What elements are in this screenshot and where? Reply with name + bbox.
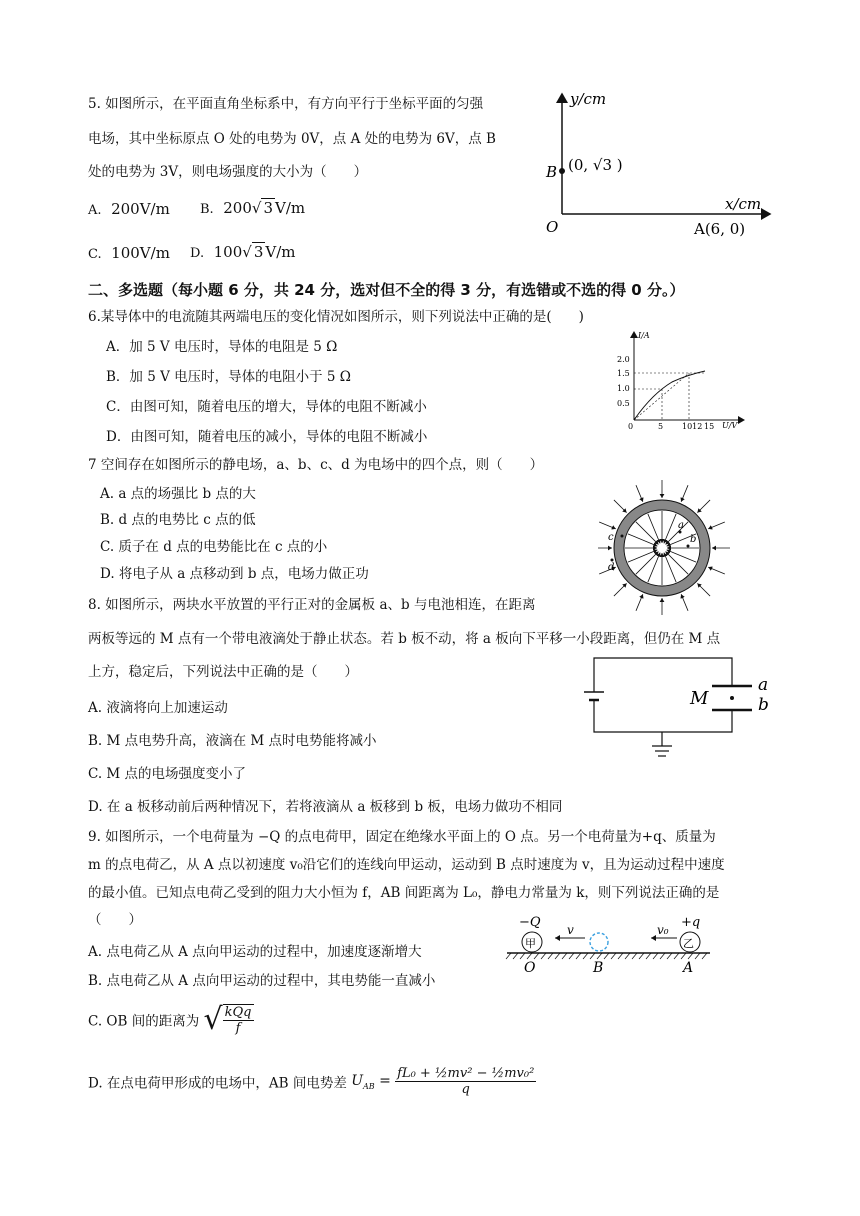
droplet-m	[730, 696, 734, 700]
ground-hatch	[513, 953, 518, 959]
q6-ytick: 1.0	[617, 384, 630, 393]
outer-field-line	[708, 522, 725, 529]
origin-label: O	[546, 218, 559, 236]
outer-field-line	[636, 485, 643, 502]
point-b-coord: (0, √3 )	[568, 156, 623, 174]
section-heading: 二、多选题（每小题 6 分，共 24 分，选对但不全的得 3 分，有选错或不选的得 0 分。）	[88, 281, 685, 299]
q5-line2: 电场，其中坐标原点 O 处的电势为 0V，点 A 处的电势为 6V，点 B	[88, 131, 496, 147]
q7-field-figure	[598, 470, 768, 615]
q5-option-b: B. 200√ 3 V/m	[200, 199, 306, 217]
q6-option-d: D．由图可知，随着电压的减小，导体的电阻不断减小	[106, 429, 428, 445]
q6-xtick: 0	[628, 422, 634, 431]
q7-option-a: A. a 点的场强比 b 点的大	[100, 486, 256, 502]
outer-field-line	[614, 500, 627, 513]
q6-curve	[634, 371, 705, 420]
outer-field-line	[681, 485, 688, 502]
q8-option-d: D. 在 a 板移动前后两种情况下，若将液滴从 a 板移到 b 板，电场力做功不相同	[88, 799, 563, 815]
ground-hatch	[660, 953, 665, 959]
ground-hatch	[632, 953, 637, 959]
ground-hatch	[625, 953, 630, 959]
ground-hatch	[548, 953, 553, 959]
ground-hatch	[653, 953, 658, 959]
label-m: M	[690, 688, 709, 709]
q5-option-a: A. 200V/m	[88, 200, 170, 218]
point-b	[559, 168, 565, 174]
ground-hatch	[681, 953, 686, 959]
ground-hatch	[534, 953, 539, 959]
outer-field-line	[599, 522, 616, 529]
label-a: A	[683, 960, 694, 976]
ground-hatch	[611, 953, 616, 959]
q7-stem: 7 空间存在如图所示的静电场，a、b、c、d 为电场中的四个点，则（ ）	[88, 457, 544, 473]
q6-iu-chart	[612, 326, 752, 434]
q7-point-c: c	[608, 532, 614, 543]
q6-ytick: 0.5	[617, 399, 630, 408]
q9-line1: 9. 如图所示，一个电荷量为 −Q 的点电荷甲，固定在绝缘水平面上的 O 点。另一个电荷量为+q、质量为	[88, 829, 716, 845]
ground-hatch	[590, 953, 595, 959]
ground-hatch	[569, 953, 574, 959]
label-b: b	[758, 695, 769, 715]
q9-option-b: B. 点电荷乙从 A 点向甲运动的过程中，其电势能一直减小	[88, 973, 436, 989]
q9-option-c: C. OB 间的距离为 √ $\frac{\text{kQq}}{f}$	[88, 1002, 252, 1037]
q6-ylabel: I/A	[638, 331, 650, 340]
x-axis-label: x/cm	[725, 195, 762, 213]
q5-coordinate-figure	[540, 84, 780, 240]
y-axis-label: y/cm	[570, 90, 607, 108]
label-pos-q: +q	[681, 915, 701, 930]
point-a-coord: A(6, 0)	[694, 220, 746, 238]
ground-hatch	[576, 953, 581, 959]
label-neg-q: −Q	[519, 915, 541, 930]
ground-hatch	[583, 953, 588, 959]
ground-hatch	[646, 953, 651, 959]
label-a: a	[758, 675, 769, 695]
q8-option-c: C. M 点的电场强度变小了	[88, 766, 247, 782]
q9-line3: 的最小值。已知点电荷乙受到的阻力大小恒为 f，AB 间距离为 L₀，静电力常量为 k，则下列说法正确的是	[88, 885, 720, 901]
label-b: B	[593, 960, 604, 976]
q7-point-b: b	[690, 534, 697, 545]
ground-hatch	[695, 953, 700, 959]
ground-hatch	[688, 953, 693, 959]
q5-line1: 5. 如图所示，在平面直角坐标系中，有方向平行于坐标平面的匀强	[88, 96, 484, 112]
q5-line3: 处的电势为 3V，则电场强度的大小为（ ）	[88, 164, 368, 180]
q8-line1: 8. 如图所示，两块水平放置的平行正对的金属板 a、b 与电池相连，在距离	[88, 597, 536, 613]
ground-hatch	[674, 953, 679, 959]
q7-option-c: C. 质子在 d 点的电势能比在 c 点的小	[100, 539, 328, 555]
q6-xtick: 15	[704, 422, 715, 431]
q9-option-a: A. 点电荷乙从 A 点向甲运动的过程中，加速度逐渐增大	[88, 944, 422, 960]
q6-xtick: 1012	[682, 422, 703, 431]
q7-option-b: B. d 点的电势比 c 点的低	[100, 512, 256, 528]
ground-hatch	[527, 953, 532, 959]
q6-option-a: A．加 5 V 电压时，导体的电阻是 5 Ω	[106, 339, 338, 355]
point-b-label: B	[546, 163, 558, 181]
q6-option-c: C．由图可知，随着电压的增大，导体的电阻不断减小	[106, 399, 427, 415]
q5-option-c: C. 100V/m	[88, 244, 170, 262]
q8-circuit-figure	[580, 652, 780, 770]
q6-ytick: 1.5	[617, 369, 630, 378]
outer-field-line	[697, 583, 710, 596]
ground-hatch	[520, 953, 525, 959]
position-b-ghost	[590, 933, 608, 951]
q9-line2: m 的点电荷乙，从 A 点以初速度 v₀沿它们的连线向甲运动，运动到 B 点时速度为 v，且为运动过程中速度	[88, 857, 725, 873]
charge-jia-label: 甲	[525, 937, 536, 950]
ground-hatch	[639, 953, 644, 959]
q8-option-a: A. 液滴将向上加速运动	[88, 700, 228, 716]
ground-hatch	[618, 953, 623, 959]
outer-field-line	[697, 500, 710, 513]
q9-line4: （ ）	[88, 912, 142, 928]
ground-hatch	[597, 953, 602, 959]
ground-hatch	[541, 953, 546, 959]
label-o: O	[524, 960, 536, 976]
charge-yi-label: 乙	[683, 937, 694, 950]
q7-point-a: a	[678, 520, 684, 531]
q6-stem: 6.某导体中的电流随其两端电压的变化情况如图所示，则下列说法中正确的是( )	[88, 309, 584, 325]
outer-field-line	[681, 594, 688, 611]
q8-line2: 两板等远的 M 点有一个带电液滴处于静止状态。若 b 板不动，将 a 板向下平移一小段距离，但仍在 M 点	[88, 631, 721, 647]
q8-line3: 上方，稳定后，下列说法中正确的是（ ）	[88, 664, 358, 680]
q6-ytick: 2.0	[617, 355, 630, 364]
q8-option-b: B. M 点电势升高，液滴在 M 点时电势能将减小	[88, 733, 377, 749]
q6-xlabel: U/V	[722, 421, 738, 430]
ground-hatch	[667, 953, 672, 959]
ground-hatch	[562, 953, 567, 959]
q7-option-d: D. 将电子从 a 点移动到 b 点，电场力做正功	[100, 566, 369, 582]
q9-charges-figure	[505, 912, 715, 978]
q9-option-d: D. 在点电荷甲形成的电场中，AB 间电势差 $U_{AB}$ = $\frac{\text{fL₀ + ½mv² − ½mv₀²}}{q}$	[88, 1066, 535, 1097]
q6-option-b: B．加 5 V 电压时，导体的电阻小于 5 Ω	[106, 369, 351, 385]
label-v: v	[567, 923, 574, 937]
q5-option-d: D. 100√ 3 V/m	[190, 243, 296, 261]
outer-field-line	[614, 583, 627, 596]
outer-field-line	[708, 567, 725, 574]
ground-hatch	[555, 953, 560, 959]
outer-field-line	[636, 594, 643, 611]
label-v0: v₀	[657, 923, 669, 937]
q6-xtick: 5	[658, 422, 664, 431]
ground-hatch	[702, 953, 707, 959]
ground-hatch	[506, 953, 511, 959]
ground-hatch	[604, 953, 609, 959]
q7-point-d: d	[608, 562, 615, 573]
